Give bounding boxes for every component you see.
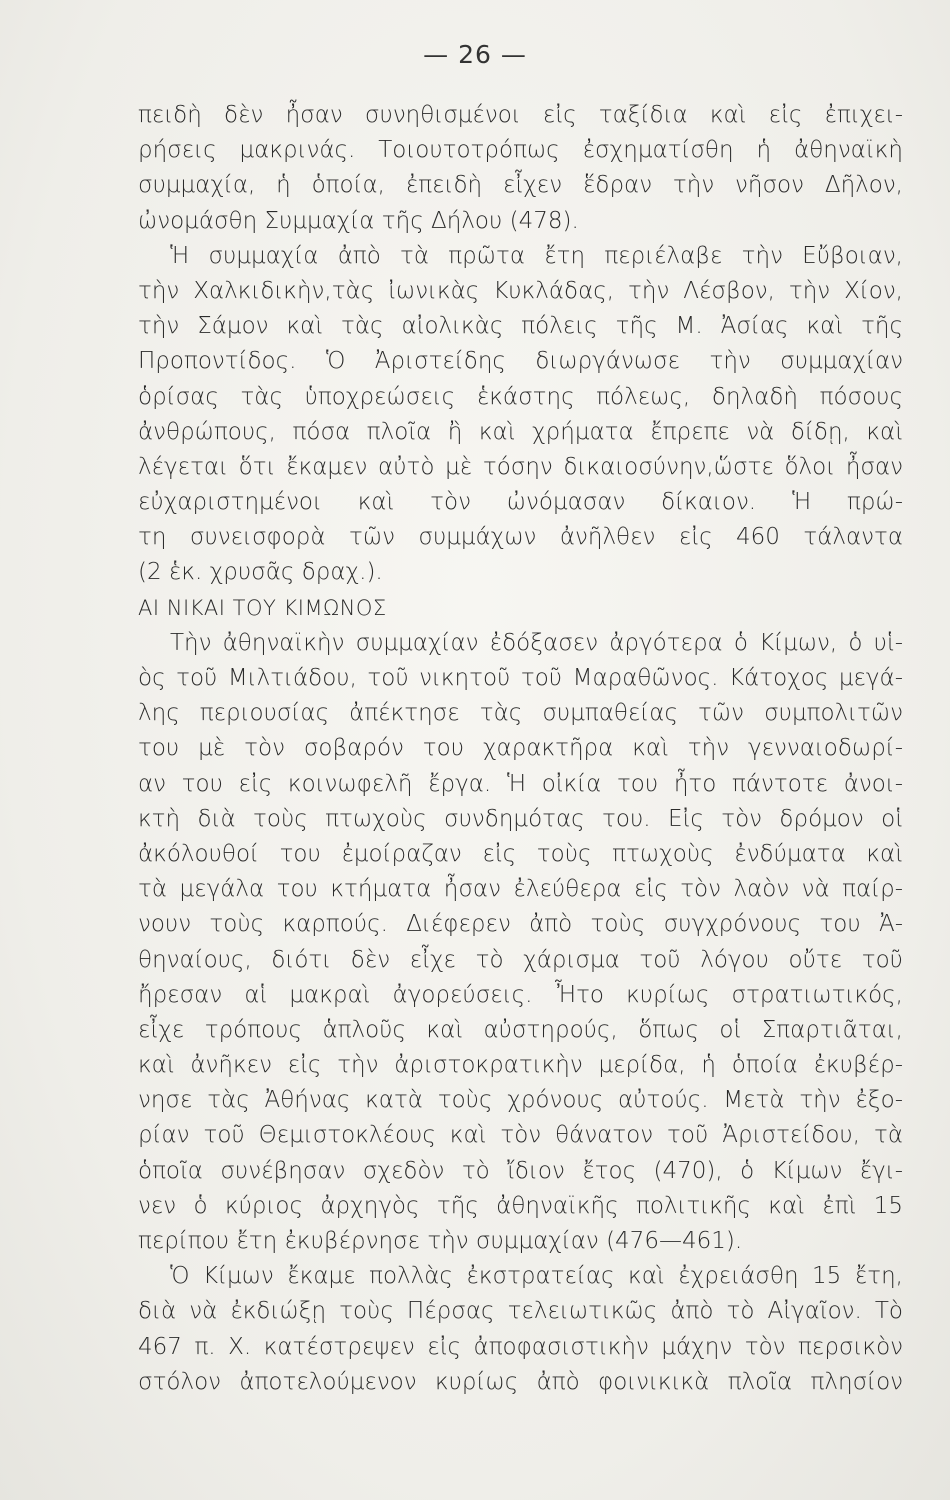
text-line: του μὲ τὸν σοβαρόν του χαρακτῆρα καὶ τὴν γενναιοδωρί- xyxy=(138,735,903,762)
text-line: στόλον ἀποτελούμενον κυρίως ἀπὸ φοινικικὰ πλοῖα πλησίον xyxy=(138,1368,903,1395)
paragraph-start: Τὴν ἀθηναϊκὴν συμμαχίαν ἐδόξασεν ἀργότερα ὁ Κίμων, ὁ υἱ- xyxy=(170,629,903,656)
text-line: τὴν Χαλκιδικὴν,τὰς ἰωνικὰς Κυκλάδας, τὴν Λέσβον, τὴν Χίον, xyxy=(138,277,903,304)
text-line: νουν τοὺς καρπούς. Διέφερεν ἀπὸ τοὺς συγχρόνους του Ἀ- xyxy=(138,911,903,938)
text-line: συμμαχία, ἡ ὁποία, ἐπειδὴ εἶχεν ἕδραν τὴν νῆσον Δῆλον, xyxy=(138,172,903,199)
text-line: (2 ἑκ. χρυσᾶς δραχ.). xyxy=(138,559,383,586)
text-line: νησε τὰς Ἀθήνας κατὰ τοὺς χρόνους αὐτούς. Μετὰ τὴν ἐξο- xyxy=(138,1087,903,1114)
text-line: τὰ μεγάλα του κτήματα ἦσαν ἐλεύθερα εἰς τὸν λαὸν νὰ παίρ- xyxy=(138,876,903,903)
text-line: λης περιουσίας ἀπέκτησε τὰς συμπαθείας τῶν συμπολιτῶν xyxy=(138,700,903,727)
text-line: ὠνομάσθη Συμμαχία τῆς Δήλου (478). xyxy=(138,207,579,234)
text-line: Προποντίδος. Ὁ Ἀριστείδης διωργάνωσε τὴν συμμαχίαν xyxy=(138,348,903,375)
text-line: θηναίους, διότι δὲν εἶχε τὸ χάρισμα τοῦ λόγου οὔτε τοῦ xyxy=(138,946,903,973)
text-line: εὐχαριστημένοι καὶ τὸν ὠνόμασαν δίκαιον. Ἡ πρώ- xyxy=(138,489,903,516)
text-line: περίπου ἔτη ἐκυβέρνησε τὴν συμμαχίαν (476—461). xyxy=(138,1228,743,1254)
text-line: ρίαν τοῦ Θεμιστοκλέους καὶ τὸν θάνατον τοῦ Ἀριστείδου, τὰ xyxy=(138,1122,903,1149)
text-line: τὴν Σάμον καὶ τὰς αἰολικὰς πόλεις τῆς Μ. Ἀσίας καὶ τῆς xyxy=(138,313,903,340)
text-line: καὶ ἀνῆκεν εἰς τὴν ἀριστοκρατικὴν μερίδα, ἡ ὁποία ἐκυβέρ- xyxy=(138,1052,903,1079)
paragraph-start: Ὁ Κίμων ἔκαμε πολλὰς ἐκστρατείας καὶ ἐχρειάσθη 15 ἔτη, xyxy=(170,1263,903,1290)
text-line: ἤρεσαν αἱ μακραὶ ἀγορεύσεις. Ἦτο κυρίως στρατιωτικός, xyxy=(138,981,903,1008)
text-line: λέγεται ὅτι ἔκαμεν αὐτὸ μὲ τόσην δικαιοσύνην,ὥστε ὅλοι ἦσαν xyxy=(138,453,903,480)
text-line: ὸς τοῦ Μιλτιάδου, τοῦ νικητοῦ τοῦ Μαραθῶνος. Κάτοχος μεγά- xyxy=(138,665,903,691)
text-line: νεν ὁ κύριος ἀρχηγὸς τῆς ἀθηναϊκῆς πολιτικῆς καὶ ἐπὶ 15 xyxy=(138,1192,903,1219)
text-line: πειδὴ δὲν ἦσαν συνηθισμένοι εἰς ταξίδια καὶ εἰς ἐπιχει- xyxy=(138,102,903,128)
text-line: ἀκόλουθοί του ἐμοίραζαν εἰς τοὺς πτωχοὺς ἐνδύματα καὶ xyxy=(138,840,903,867)
page-number: — 26 — xyxy=(423,40,527,69)
text-line: ὁποῖα συνέβησαν σχεδὸν τὸ ἴδιον ἔτος (470), ὁ Κίμων ἔγι- xyxy=(138,1157,903,1184)
text-line: εἶχε τρόπους ἁπλοῦς καὶ αὐστηρούς, ὅπως οἱ Σπαρτιᾶται, xyxy=(138,1016,903,1043)
text-line: τη συνεισφορὰ τῶν συμμάχων ἀνῆλθεν εἰς 460 τάλαντα xyxy=(138,524,903,551)
text-line: διὰ νὰ ἐκδιώξῃ τοὺς Πέρσας τελειωτικῶς ἀπὸ τὸ Αἰγαῖον. Τὸ xyxy=(138,1298,903,1325)
text-line: αν του εἰς κοινωφελῆ ἔργα. Ἡ οἰκία του ἦτο πάντοτε ἀνοι- xyxy=(138,770,903,797)
text-line: ἀνθρώπους, πόσα πλοῖα ἢ καὶ χρήματα ἔπρεπε νὰ δίδῃ, καὶ xyxy=(138,418,903,445)
text-line: ρήσεις μακρινάς. Τοιουτοτρόπως ἐσχηματίσθη ἡ ἀθηναϊκὴ xyxy=(138,137,903,164)
text-line: 467 π. Χ. κατέστρεψεν εἰς ἀποφασιστικὴν μάχην τὸν περσικὸν xyxy=(138,1333,903,1360)
text-line: ὁρίσας τὰς ὑποχρεώσεις ἑκάστης πόλεως, δηλαδὴ πόσους xyxy=(138,383,903,410)
text-line: κτὴ διὰ τοὺς πτωχοὺς συνδημότας του. Εἰς τὸν δρόμον οἱ xyxy=(138,805,903,832)
paragraph-start: Ἡ συμμαχία ἀπὸ τὰ πρῶτα ἔτη περιέλαβε τὴν Εὔβοιαν, xyxy=(170,242,903,269)
body-text xyxy=(138,98,903,1400)
section-heading: ΑΙ ΝΙΚΑΙ ΤΟΥ ΚΙΜΩΝΟΣ xyxy=(138,595,387,620)
